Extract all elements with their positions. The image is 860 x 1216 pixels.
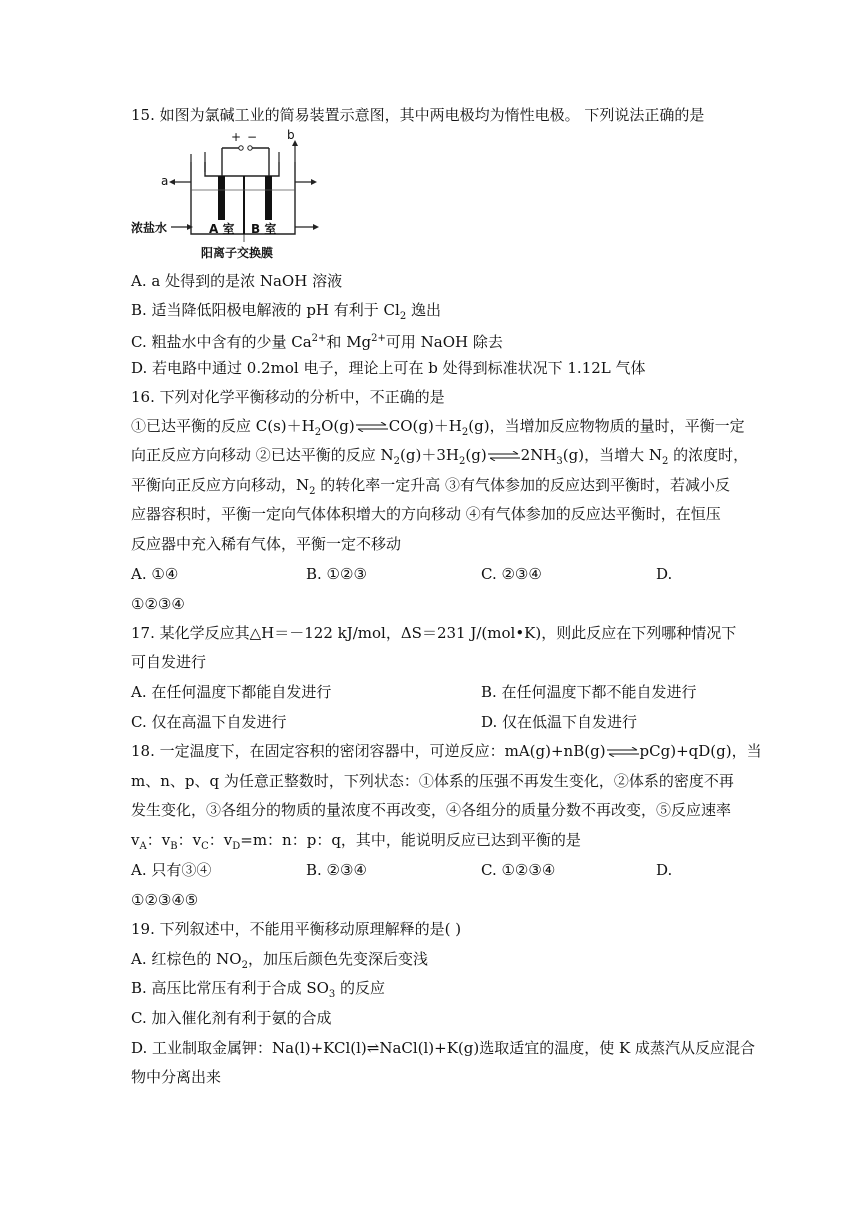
q15-option-c: C. 粗盐水中含有的少量 $Ca^{2+}$和 $Mg^{2+}$可用 NaOH 除去 — [131, 333, 503, 351]
q17-stem-2: 可自发进行 — [131, 653, 207, 671]
q18-line-2: m、n、p、q 为任意正整数时，下列状态：①体系的压强不再发生变化，②体系的密度不再 — [131, 772, 734, 790]
q17-option-b: B. 在任何温度下都不能自发进行 — [481, 683, 697, 701]
q18-line-4: $v_A$：$v_B$：$v_C$：$v_D=m$：n：p：q，其中，能说明反应已达到平衡的是 — [131, 831, 581, 852]
q19-stem: 19. 下列叙述中，不能用平衡移动原理解释的是( ) — [131, 920, 462, 938]
room-b-label: B 室 — [251, 222, 277, 236]
q16-option-d-cont: ①②③④ — [131, 595, 185, 613]
q18-option-d-cont: ①②③④⑤ — [131, 891, 199, 909]
q18-line-3: 发生变化，③各组分的物质的量浓度不再改变，④各组分的质量分数不再改变，⑤反应速率 — [131, 801, 732, 819]
q16-option-d: D. — [656, 565, 673, 583]
q17-option-d: D. 仅在低温下自发进行 — [481, 713, 638, 731]
brine-label: 浓盐水 — [131, 221, 168, 235]
q16-line-3: 平衡向正反应方向移动，$N_2$ 的转化率一定升高 ③有气体参加的反应达到平衡时，若减小反 — [131, 476, 731, 497]
q19-option-c: C. 加入催化剂有利于氨的合成 — [131, 1009, 332, 1027]
q16-line-1: ①已达平衡的反应 $C(s)+H_2O(g)$ $CO(g)+H_2(g)$，当增加反应物物质的量时，平衡一定 — [131, 417, 745, 438]
q15-option-a: A. a 处得到的是浓 NaOH 溶液 — [131, 272, 343, 290]
q17-option-a: A. 在任何温度下都能自发进行 — [131, 683, 332, 701]
equilibrium-arrow-icon — [606, 747, 640, 757]
q15-option-d: D. 若电路中通过 0.2mol 电子，理论上可在 b 处得到标准状况下 1.12L 气体 — [131, 359, 646, 377]
q18-option-a: A. 只有③④ — [131, 861, 212, 879]
outlet-b-label: b — [287, 128, 295, 142]
q15-stem: 15. 如图为氯碱工业的简易装置示意图，其中两电极均为惰性电极。 下列说法正确的是 — [131, 106, 705, 124]
q18-option-d: D. — [656, 861, 673, 879]
q19-option-d-2: 物中分离出来 — [131, 1068, 222, 1086]
q16-option-b: B. ①②③ — [306, 565, 367, 583]
minus-sign: − — [247, 130, 258, 144]
q16-option-c: C. ②③④ — [481, 565, 542, 583]
q16-stem: 16. 下列对化学平衡移动的分析中，不正确的是 — [131, 388, 445, 406]
room-a-label: A 室 — [209, 222, 235, 236]
q16-line-4: 应器容积时，平衡一定向气体体积增大的方向移动 ④有气体参加的反应达平衡时，在恒压 — [131, 505, 721, 523]
outlet-a-label: a — [161, 174, 169, 188]
q17-stem-1: 17. 某化学反应其△H＝－122 kJ/mol，ΔS＝231 J/(mol•K)，则此反应在下列哪种情况下 — [131, 624, 737, 642]
q18-option-c: C. ①②③④ — [481, 861, 556, 879]
q19-option-a: A. 红棕色的 $NO_2$，加压后颜色先变深后变浅 — [131, 950, 428, 971]
q16-option-a: A. ①④ — [131, 565, 179, 583]
q17-option-c: C. 仅在高温下自发进行 — [131, 713, 287, 731]
q16-line-2: 向正反应方向移动 ②已达平衡的反应 $N_2(g)+3H_2(g)$ $2NH_3(g)$，当增大 $N_2$ 的浓度时， — [131, 446, 749, 467]
q19-option-d-1: D. 工业制取金属钾：Na(l)+KCl(l)⇌NaCl(l)+K(g)选取适宜的温度，使 K 成蒸汽从反应混合 — [131, 1039, 755, 1057]
q18-line-1: 18. 一定温度下，在固定容积的密闭容器中，可逆反应：mA(g)+nB(g) pCg)+qD(g)，当 — [131, 742, 762, 760]
plus-sign: + — [231, 130, 242, 144]
q15-option-b: B. 适当降低阳极电解液的 pH 有利于 $Cl_2$ 逸出 — [131, 301, 441, 322]
membrane-label: 阳离子交换膜 — [201, 246, 274, 260]
q19-option-b: B. 高压比常压有利于合成 $SO_3$ 的反应 — [131, 979, 386, 1000]
equilibrium-arrow-icon — [487, 451, 521, 461]
q16-line-5: 反应器中充入稀有气体，平衡一定不移动 — [131, 535, 402, 553]
electrolysis-diagram — [131, 128, 327, 264]
equilibrium-arrow-icon — [355, 422, 389, 432]
q18-option-b: B. ②③④ — [306, 861, 367, 879]
